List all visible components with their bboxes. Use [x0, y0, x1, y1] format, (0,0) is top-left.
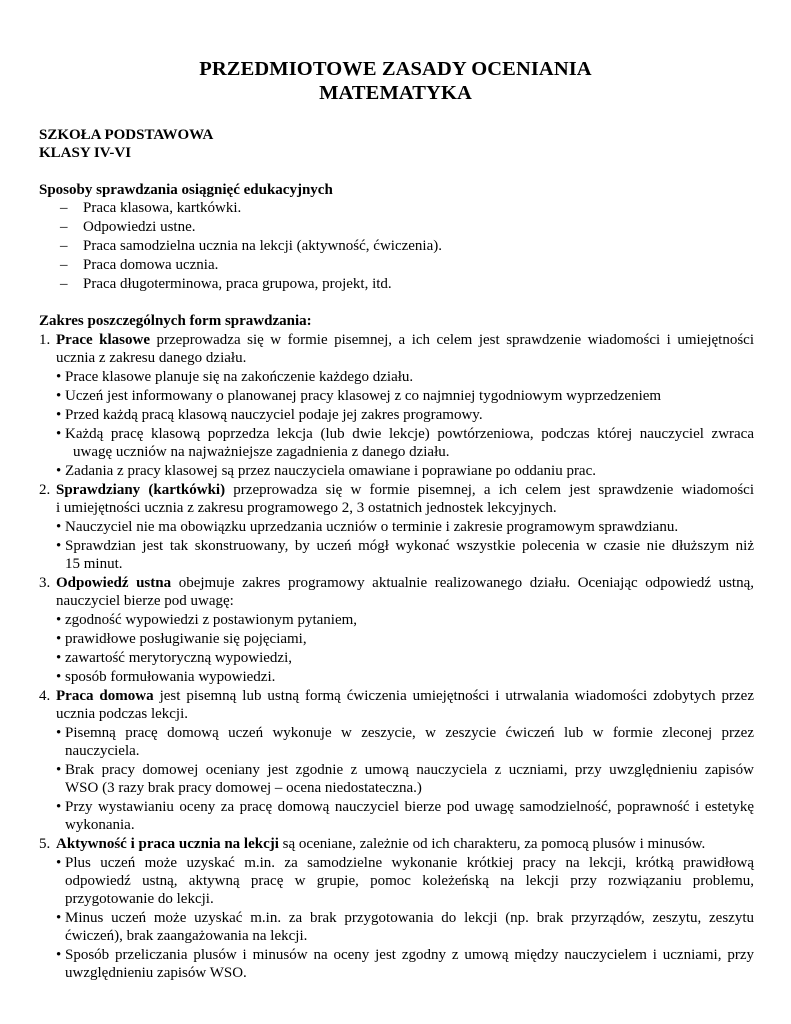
section-number: 3. [39, 575, 51, 591]
section-4-point-cont: nauczyciela. [65, 743, 140, 759]
section-1-title: Prace klasowe [56, 332, 150, 348]
dash-marker: – [60, 200, 68, 216]
section-5-point-cont: przygotowanie do lekcji. [65, 891, 214, 907]
section-1-point: Uczeń jest informowany o planowanej pracy klasowej z co najmniej tygodniowym wyprzedzeniem [65, 388, 662, 404]
section-2-text-cont: i umiejętności ucznia z zakresu programowego 2, 3 ostatnich jednostek lekcyjnych. [56, 500, 557, 516]
section-5-intro [56, 835, 705, 853]
section-4-intro [56, 687, 754, 705]
section-5-point-cont: ćwiczeń), brak zaangażowania na lekcji. [65, 928, 308, 944]
scope-heading: Zakres poszczególnych form sprawdzania: [39, 313, 312, 329]
section-4-title: Praca domowa [56, 688, 154, 704]
section-2-text: przeprowadza się w formie pisemnej, a ich celem jest sprawdzenie wiadomości [233, 482, 754, 498]
school-type: SZKOŁA PODSTAWOWA [39, 127, 214, 143]
methods-item: Odpowiedzi ustne. [83, 219, 196, 235]
section-4-point: Brak pracy domowej oceniany jest zgodnie z umową nauczyciela z uczniami, przy uwzględnieniu zapisów [65, 762, 754, 778]
methods-heading: Sposoby sprawdzania osiągnięć edukacyjnych [39, 182, 333, 198]
section-number: 2. [39, 482, 51, 498]
bullet-marker: • [56, 538, 62, 554]
section-3-title: Odpowiedź ustna [56, 575, 172, 591]
bullet-marker: • [56, 407, 62, 423]
section-1-intro [56, 331, 754, 349]
bullet-marker: • [56, 519, 62, 535]
section-5-point-cont: odpowiedź ustną, aktywną pracę w grupie, pomoc koleżeńską na lekcji przy rozwiązaniu problemu, [65, 873, 754, 889]
section-1-point: Prace klasowe planuje się na zakończenie każdego działu. [65, 369, 414, 385]
bullet-marker: • [56, 612, 62, 628]
bullet-marker: • [56, 463, 62, 479]
section-3-intro [56, 574, 754, 592]
document-title: PRZEDMIOTOWE ZASADY OCENIANIA [199, 58, 592, 80]
section-3-text: obejmuje zakres programowy aktualnie realizowanego działu. Oceniając odpowiedź ustną, [178, 575, 755, 591]
bullet-marker: • [56, 426, 62, 442]
bullet-marker: • [56, 910, 62, 926]
section-number: 1. [39, 332, 51, 348]
section-3-text-cont: nauczyciel bierze pod uwagę: [56, 593, 234, 609]
bullet-marker: • [56, 388, 62, 404]
section-4-text-cont: ucznia podczas lekcji. [56, 706, 189, 722]
section-4-point-cont: wykonania. [65, 817, 135, 833]
section-5-title: Aktywność i praca ucznia na lekcji [56, 836, 279, 852]
section-2-title: Sprawdziany (kartkówki) [56, 482, 226, 498]
methods-item: Praca długoterminowa, praca grupowa, projekt, itd. [83, 276, 392, 292]
bullet-marker: • [56, 369, 62, 385]
methods-item: Praca klasowa, kartkówki. [83, 200, 242, 216]
section-2-point-cont: 15 minut. [65, 556, 123, 572]
bullet-marker: • [56, 650, 62, 666]
section-2-point: Sprawdzian jest tak skonstruowany, by uczeń mógł wykonać wszystkie polecenia w czasie nie dłuższym niż [65, 538, 754, 554]
section-4-point: Przy wystawianiu oceny za pracę domową nauczyciel bierze pod uwagę samodzielność, poprawność i estetykę [65, 799, 754, 815]
section-3-point: prawidłowe posługiwanie się pojęciami, [65, 631, 307, 647]
section-3-point: sposób formułowania wypowiedzi. [65, 669, 276, 685]
section-3-point: zawartość merytoryczną wypowiedzi, [65, 650, 292, 666]
bullet-marker: • [56, 799, 62, 815]
section-number: 4. [39, 688, 51, 704]
section-5-point: Minus uczeń może uzyskać m.in. za brak przygotowania do lekcji (np. brak przyrządów, zeszytu, zeszytu [65, 910, 754, 926]
document-subtitle: MATEMATYKA [319, 82, 472, 104]
section-5-point: Sposób przeliczania plusów i minusów na oceny jest zgodny z umową między nauczycielem i uczniami, przy [65, 947, 754, 963]
dash-marker: – [60, 219, 68, 235]
section-2-intro [56, 481, 754, 499]
dash-marker: – [60, 257, 68, 273]
bullet-marker: • [56, 669, 62, 685]
section-1-text-cont: ucznia z zakresu danego działu. [56, 350, 247, 366]
section-1-point: Każdą pracę klasową poprzedza lekcja (lub dwie lekcje) powtórzeniowa, podczas której nauczyciel zwraca [65, 426, 754, 442]
school-grades: KLASY IV-VI [39, 145, 132, 161]
dash-marker: – [60, 238, 68, 254]
bullet-marker: • [56, 725, 62, 741]
bullet-marker: • [56, 855, 62, 871]
section-4-text: jest pisemną lub ustną formą ćwiczenia umiejętności i utrwalania wiadomości zdobytych przez [159, 688, 754, 704]
dash-marker: – [60, 276, 68, 292]
section-1-point: Przed każdą pracą klasową nauczyciel podaje jej zakres programowy. [65, 407, 483, 423]
section-4-point: Pisemną pracę domową uczeń wykonuje w zeszycie, w zeszycie ćwiczeń lub w formie zleconej przez [65, 725, 754, 741]
section-5-point: Plus uczeń może uzyskać m.in. za samodzielne wykonanie krótkiej pracy na lekcji, krótką prawidłową [65, 855, 754, 871]
section-4-point-cont: WSO (3 razy brak pracy domowej – ocena niedostateczna.) [65, 780, 422, 796]
bullet-marker: • [56, 947, 62, 963]
bullet-marker: • [56, 631, 62, 647]
section-1-point: Zadania z pracy klasowej są przez nauczyciela omawiane i poprawiane po oddaniu prac. [65, 463, 596, 479]
section-number: 5. [39, 836, 51, 852]
methods-item: Praca samodzielna ucznia na lekcji (aktywność, ćwiczenia). [83, 238, 442, 254]
bullet-marker: • [56, 762, 62, 778]
section-3-point: zgodność wypowiedzi z postawionym pytaniem, [65, 612, 358, 628]
section-1-point-cont: uwagę uczniów na najważniejsze zagadnienia z danego działu. [73, 444, 450, 460]
section-1-text: przeprowadza się w formie pisemnej, a ich celem jest sprawdzenie wiadomości i umiejętności [156, 332, 754, 348]
section-2-point: Nauczyciel nie ma obowiązku uprzedzania uczniów o terminie i zakresie programowym sprawdzianu. [65, 519, 679, 535]
section-5-text: są oceniane, zależnie od ich charakteru, za pomocą plusów i minusów. [282, 836, 706, 852]
methods-item: Praca domowa ucznia. [83, 257, 219, 273]
section-5-point-cont: uwzględnieniu zapisów WSO. [65, 965, 247, 981]
